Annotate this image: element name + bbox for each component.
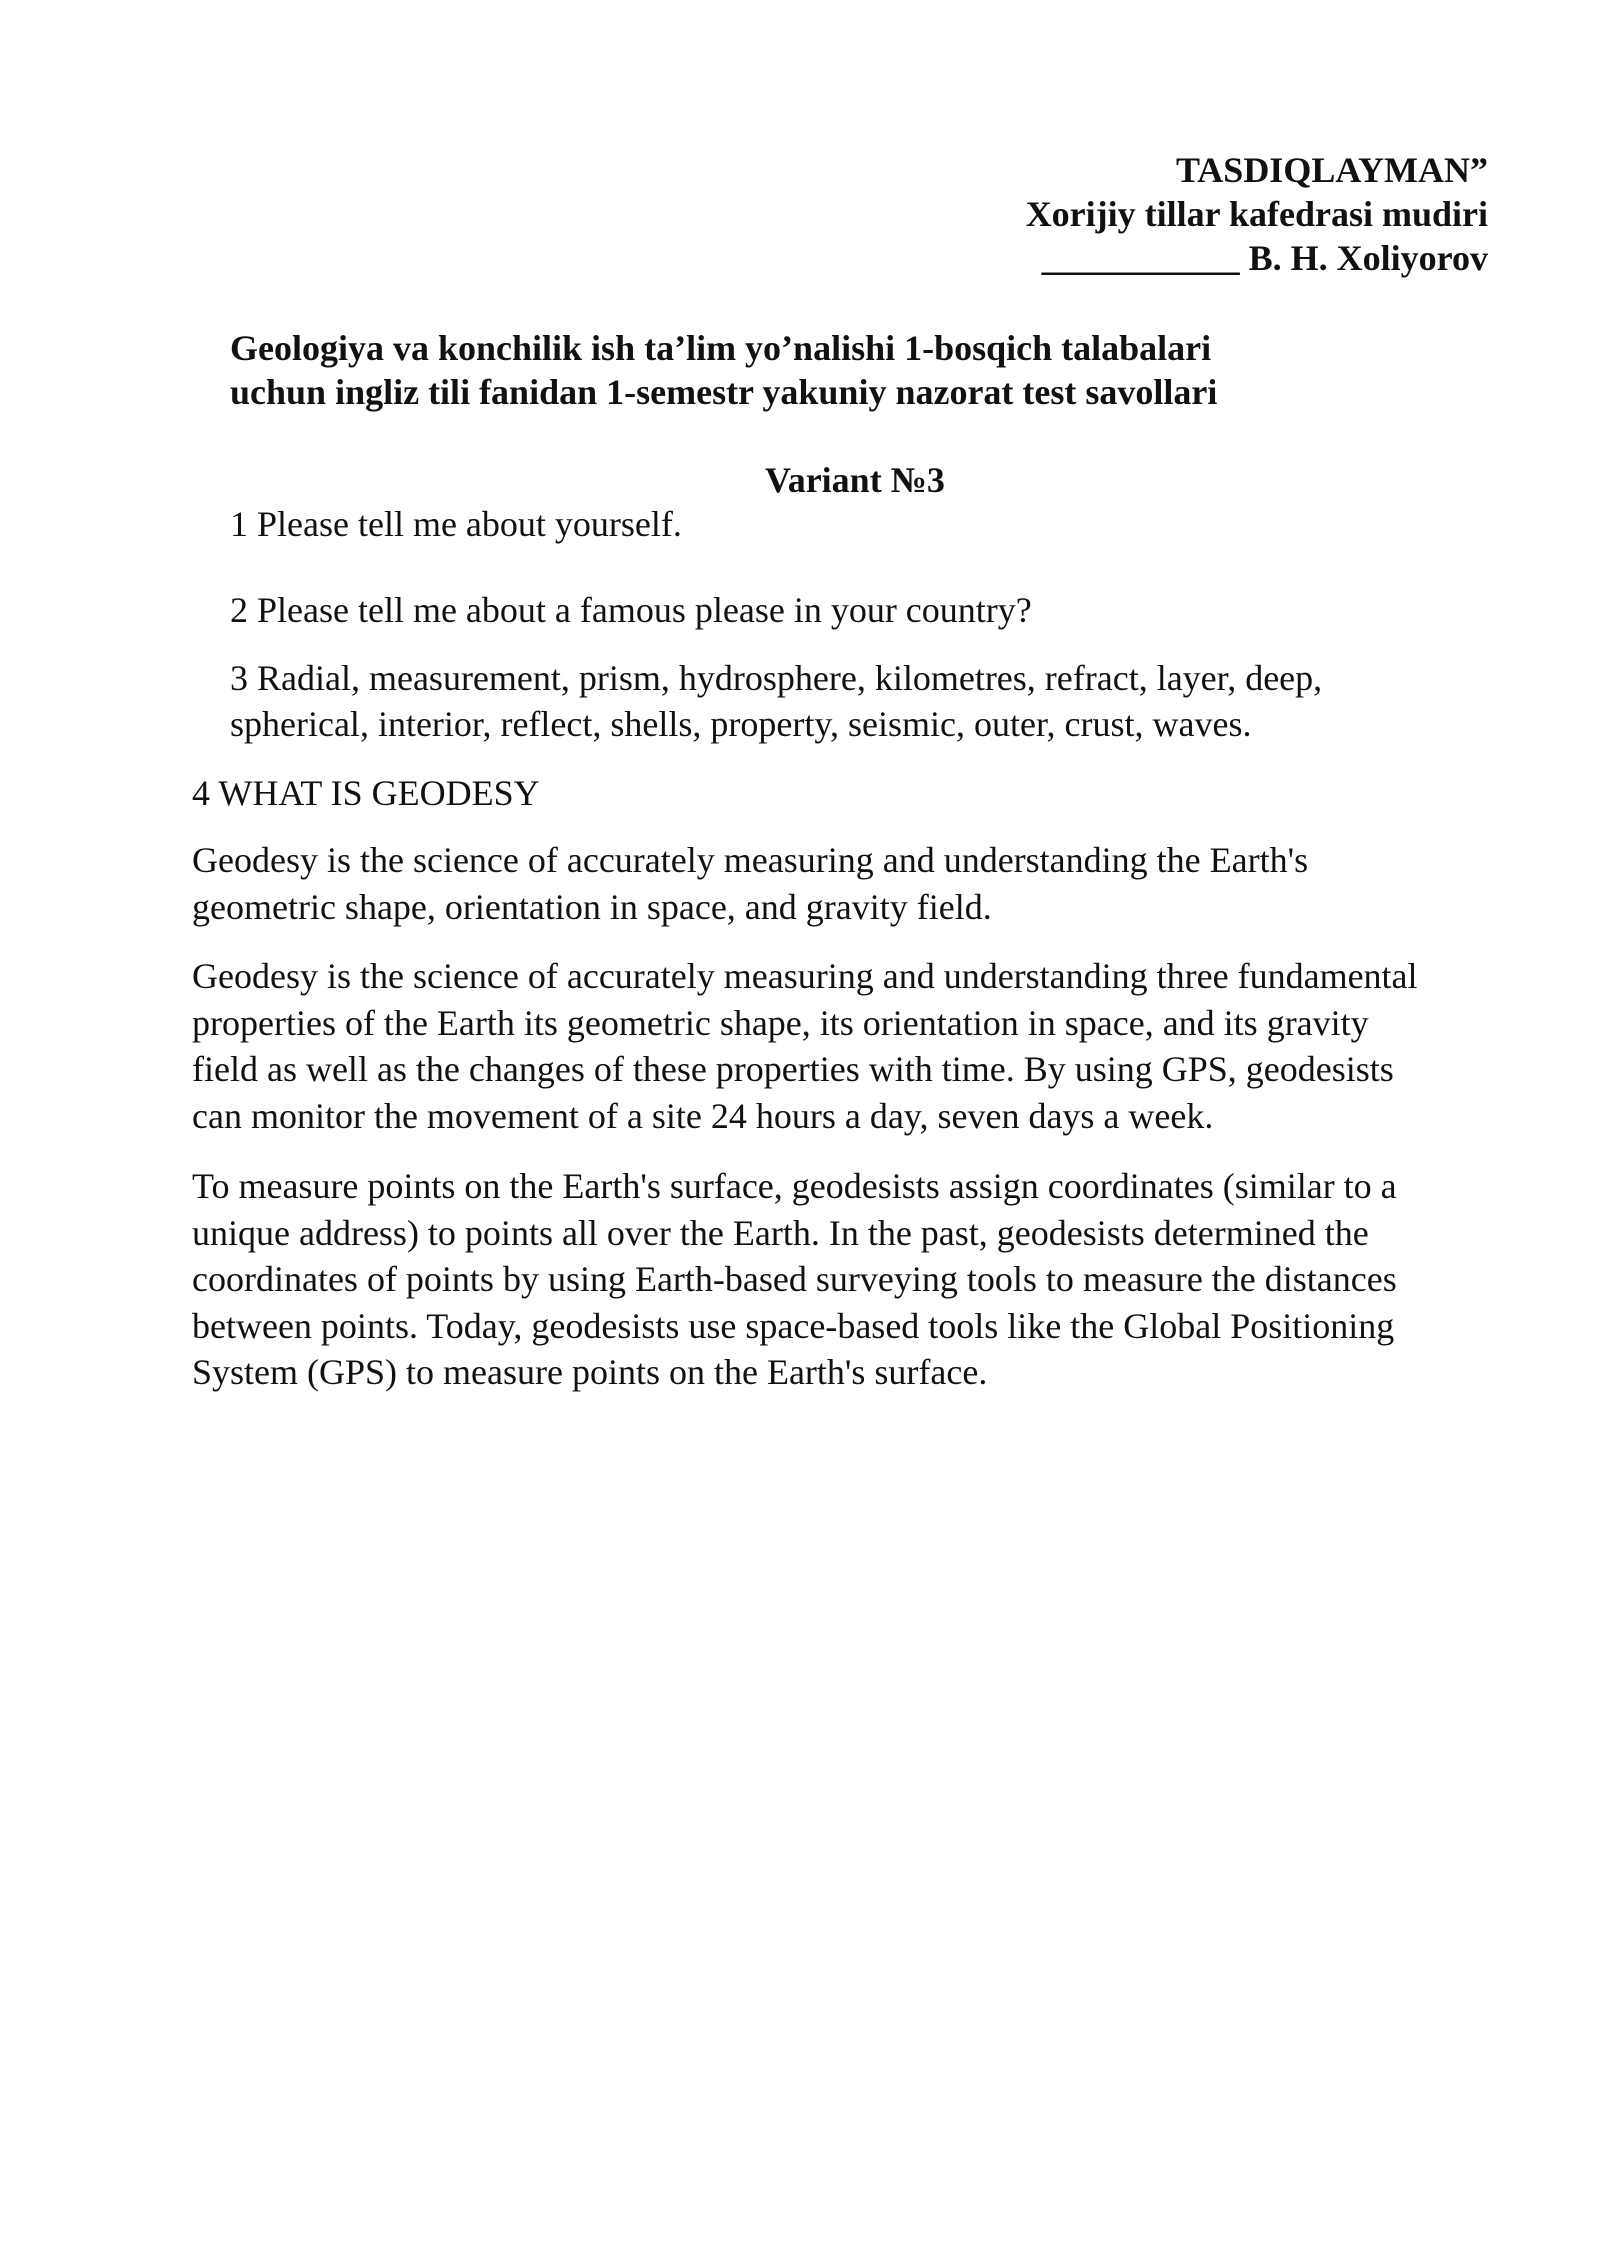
paragraph-1 [192,837,1492,930]
question-3-line-1: 3 Radial, measurement, prism, hydrosphere, kilometres, refract, layer, deep, [230,658,1323,698]
paragraph-line: field as well as the changes of these properties with time. By using GPS, geodesists [192,1049,1394,1089]
question-3 [230,655,1450,747]
title-line-1: Geologiya va konchilik ish ta’lim yo’nalishi 1-bosqich talabalari [230,328,1212,368]
approval-block [1026,148,1488,280]
paragraph-line: can monitor the movement of a site 24 hours a day, seven days a week. [192,1095,1214,1136]
variant-heading: Variant №3 [765,460,945,500]
paragraph-line: unique address) to points all over the Earth. In the past, geodesists determined the [192,1212,1369,1253]
paragraph-3 [192,1163,1492,1396]
paragraph-line: To measure points on the Earth's surface, geodesists assign coordinates (similar to a [192,1166,1397,1206]
paragraph-line: coordinates of points by using Earth-based surveying tools to measure the distances [192,1259,1397,1299]
question-1: 1 Please tell me about yourself. [230,504,682,544]
paragraph-line: Geodesy is the science of accurately measuring and understanding three fundamental [192,956,1418,996]
paragraph-line: System (GPS) to measure points on the Earth's surface. [192,1352,988,1392]
question-4-heading: 4 WHAT IS GEODESY [192,773,540,813]
paragraph-line: properties of the Earth its geometric shape, its orientation in space, and its gravity [192,1002,1369,1043]
paragraph-2 [192,953,1492,1139]
question-3-line-2: spherical, interior, reflect, shells, property, seismic, outer, crust, waves. [230,704,1252,744]
paragraph-line: between points. Today, geodesists use space-based tools like the Global Positioning [192,1305,1395,1346]
approval-signature-line: ___________ B. H. Xoliyorov [1041,238,1488,278]
paragraph-line: Geodesy is the science of accurately measuring and understanding the Earth's [192,840,1309,880]
document-title [230,326,1217,414]
question-2: 2 Please tell me about a famous please in your country? [230,590,1032,630]
approval-heading: TASDIQLAYMAN” [1175,150,1488,190]
title-line-2: uchun ingliz tili fanidan 1-semestr yakuniy nazorat test savollari [230,372,1218,412]
approval-position: Xorijiy tillar kafedrasi mudiri [1025,194,1488,234]
paragraph-line: geometric shape, orientation in space, and gravity field. [192,886,992,927]
